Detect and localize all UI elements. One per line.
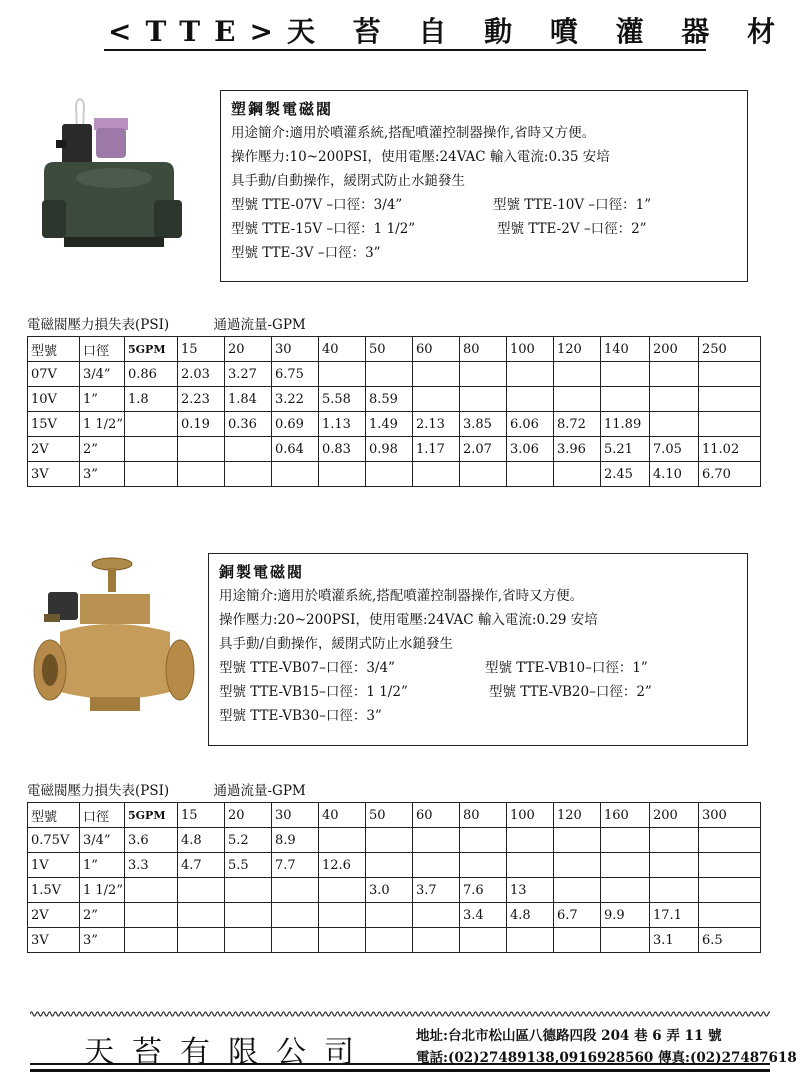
- header-cell: 100: [507, 803, 554, 828]
- table-cell: 12.6: [319, 853, 366, 878]
- table-cell: [366, 853, 413, 878]
- table-cell: 3.3: [125, 853, 178, 878]
- table-cell: [272, 462, 319, 487]
- table-cell: 5.58: [319, 387, 366, 412]
- header-cell: 5GPM: [125, 337, 178, 362]
- table-cell: 1.84: [225, 387, 272, 412]
- table-row: [28, 362, 761, 387]
- table-cell: 3.96: [554, 437, 601, 462]
- table-cell: [319, 828, 366, 853]
- table-cell: [601, 928, 650, 953]
- header-cell: 20: [225, 803, 272, 828]
- table-cell: 17.1: [650, 903, 699, 928]
- table-cell: [272, 903, 319, 928]
- table-row: [28, 853, 761, 878]
- table-cell: [178, 462, 225, 487]
- usage-text: 用途簡介:適用於噴灌系統,搭配噴灌控制器操作,省時又方便。: [219, 588, 584, 604]
- table-cell: [413, 853, 460, 878]
- table-cell: 5.21: [601, 437, 650, 462]
- table-cell: 3.7: [413, 878, 460, 903]
- table-cell: 15V: [28, 412, 80, 437]
- table-cell: [554, 828, 601, 853]
- header-cell: 20: [225, 337, 272, 362]
- table-cell: 7.05: [650, 437, 699, 462]
- brass-valve-image: [30, 552, 200, 732]
- header-cell: 30: [272, 337, 319, 362]
- table-cell: 9.9: [601, 903, 650, 928]
- header-cell: 5GPM: [125, 803, 178, 828]
- table-header-row: [28, 803, 761, 828]
- table-row: [28, 828, 761, 853]
- table-cell: 4.10: [650, 462, 699, 487]
- table-cell: 2.03: [178, 362, 225, 387]
- table-cell: 11.89: [601, 412, 650, 437]
- model-spec: 型號 TTE-2V –口徑：2”: [497, 221, 647, 237]
- table-row: [28, 878, 761, 903]
- header-cell: 型號: [28, 803, 80, 828]
- table-cell: 3V: [28, 928, 80, 953]
- company-name: 天苔有限公司: [84, 1035, 372, 1070]
- header-cell: 40: [319, 337, 366, 362]
- table-title: 電磁閥壓力損失表(PSI): [27, 317, 170, 333]
- table-header-row: [28, 337, 761, 362]
- table-cell: 2.13: [413, 412, 460, 437]
- table-cell: 3.85: [460, 412, 507, 437]
- product-description-box: [208, 553, 748, 746]
- table-cell: 3”: [80, 462, 125, 487]
- table-cell: 3/4”: [80, 362, 125, 387]
- table-cell: [319, 928, 366, 953]
- table-cell: 3”: [80, 928, 125, 953]
- table-cell: [699, 903, 761, 928]
- header-cell: 15: [178, 803, 225, 828]
- model-spec: 型號 TTE-VB30–口徑：3”: [219, 708, 382, 724]
- table-caption: [27, 779, 306, 799]
- table-cell: [650, 412, 699, 437]
- table-cell: 7.7: [272, 853, 319, 878]
- table-cell: [178, 437, 225, 462]
- table-cell: 13: [507, 878, 554, 903]
- header-cell: 120: [554, 337, 601, 362]
- table-cell: 0.19: [178, 412, 225, 437]
- table-cell: [650, 828, 699, 853]
- table-cell: [699, 412, 761, 437]
- table-cell: 8.9: [272, 828, 319, 853]
- table-cell: [125, 928, 178, 953]
- table-cell: 3/4”: [80, 828, 125, 853]
- table-cell: [413, 928, 460, 953]
- table-cell: [413, 462, 460, 487]
- table-cell: 2V: [28, 903, 80, 928]
- model-spec: 型號 TTE-07V –口徑：3/4”: [231, 197, 403, 213]
- table-cell: 6.7: [554, 903, 601, 928]
- header-cell: 50: [366, 337, 413, 362]
- table-cell: 1.17: [413, 437, 460, 462]
- table-cell: 11.02: [699, 437, 761, 462]
- table-row: [28, 928, 761, 953]
- table-cell: 3.1: [650, 928, 699, 953]
- table-cell: [507, 928, 554, 953]
- header-cell: 80: [460, 337, 507, 362]
- header-cell: 50: [366, 803, 413, 828]
- table-cell: 5.2: [225, 828, 272, 853]
- table-row: [28, 903, 761, 928]
- table-cell: [507, 362, 554, 387]
- table-cell: [699, 387, 761, 412]
- table-cell: [460, 928, 507, 953]
- table-cell: 6.06: [507, 412, 554, 437]
- table-cell: 2.45: [601, 462, 650, 487]
- header-cell: 口徑: [80, 803, 125, 828]
- table-cell: [601, 853, 650, 878]
- table-cell: [225, 878, 272, 903]
- table-cell: [125, 878, 178, 903]
- table-cell: 8.72: [554, 412, 601, 437]
- table-cell: [554, 878, 601, 903]
- table-cell: [601, 878, 650, 903]
- table-cell: [319, 878, 366, 903]
- table-row: [28, 462, 761, 487]
- table-row: [28, 437, 761, 462]
- table-cell: 0.69: [272, 412, 319, 437]
- table-cell: [319, 462, 366, 487]
- table-cell: [650, 362, 699, 387]
- table-cell: [460, 362, 507, 387]
- table-cell: [319, 362, 366, 387]
- model-spec: 型號 TTE-15V –口徑：1 1/2”: [231, 221, 416, 237]
- table-cell: [366, 828, 413, 853]
- feature-text: 具手動/自動操作，緩閉式防止水鎚發生: [219, 636, 454, 652]
- header-cell: 250: [699, 337, 761, 362]
- table-cell: 1 1/2”: [80, 878, 125, 903]
- product-name: 塑鋼製電磁閥: [231, 100, 334, 118]
- table-cell: [125, 437, 178, 462]
- wave-divider: [30, 1010, 770, 1018]
- table-cell: [125, 412, 178, 437]
- company-address: 地址:台北市松山區八德路四段 204 巷 6 弄 11 號: [416, 1028, 722, 1044]
- table-cell: [413, 387, 460, 412]
- header-cell: 160: [601, 803, 650, 828]
- table-cell: 4.7: [178, 853, 225, 878]
- table-cell: 7.6: [460, 878, 507, 903]
- pressure-text: 操作壓力:10~200PSI，使用電壓:24VAC 輸入電流:0.35 安培: [231, 149, 610, 165]
- table-cell: 0.64: [272, 437, 319, 462]
- table-cell: [272, 878, 319, 903]
- flow-label: 通過流量-GPM: [213, 317, 306, 333]
- table-cell: 3.27: [225, 362, 272, 387]
- table-cell: [554, 462, 601, 487]
- plastic-valve-image: [34, 92, 194, 267]
- table-cell: [554, 928, 601, 953]
- product-description-box: [220, 90, 748, 282]
- table-cell: 3.4: [460, 903, 507, 928]
- table-cell: [460, 387, 507, 412]
- table-cell: [699, 853, 761, 878]
- table-cell: 1V: [28, 853, 80, 878]
- model-spec: 型號 TTE-VB07–口徑：3/4”: [219, 660, 395, 676]
- model-spec: 型號 TTE-VB20–口徑：2”: [489, 684, 652, 700]
- table-cell: [699, 362, 761, 387]
- table-cell: [178, 903, 225, 928]
- header-cell: 60: [413, 803, 460, 828]
- header-cell: 200: [650, 803, 699, 828]
- table-cell: [554, 387, 601, 412]
- pressure-loss-table: [27, 336, 761, 487]
- table-cell: 4.8: [507, 903, 554, 928]
- table-row: [28, 387, 761, 412]
- table-cell: [178, 878, 225, 903]
- table-cell: [699, 828, 761, 853]
- table-cell: 0.86: [125, 362, 178, 387]
- table-cell: 07V: [28, 362, 80, 387]
- table-cell: [366, 903, 413, 928]
- model-spec: 型號 TTE-VB15–口徑：1 1/2”: [219, 684, 408, 700]
- table-cell: 3.22: [272, 387, 319, 412]
- table-cell: [507, 387, 554, 412]
- table-cell: [601, 362, 650, 387]
- table-cell: [601, 828, 650, 853]
- table-cell: 3V: [28, 462, 80, 487]
- table-cell: [554, 853, 601, 878]
- table-cell: 2”: [80, 903, 125, 928]
- usage-text: 用途簡介:適用於噴灌系統,搭配噴灌控制器操作,省時又方便。: [231, 125, 596, 141]
- table-cell: [319, 903, 366, 928]
- table-cell: [460, 462, 507, 487]
- title-underline: [104, 49, 706, 51]
- model-spec: 型號 TTE-VB10–口徑：1”: [485, 660, 648, 676]
- table-cell: 3.6: [125, 828, 178, 853]
- table-cell: 2.07: [460, 437, 507, 462]
- header-cell: 型號: [28, 337, 80, 362]
- table-cell: 0.36: [225, 412, 272, 437]
- product-name: 銅製電磁閥: [219, 563, 305, 581]
- table-cell: 2V: [28, 437, 80, 462]
- table-cell: 1.8: [125, 387, 178, 412]
- company-phone: 電話:(02)27489138,0916928560 傳真:(02)27487618: [416, 1050, 797, 1066]
- header-cell: 140: [601, 337, 650, 362]
- table-cell: [507, 462, 554, 487]
- table-cell: [650, 387, 699, 412]
- header-cell: 15: [178, 337, 225, 362]
- table-cell: [507, 828, 554, 853]
- table-cell: [699, 878, 761, 903]
- header-cell: 30: [272, 803, 319, 828]
- header-cell: 60: [413, 337, 460, 362]
- table-cell: [178, 928, 225, 953]
- table-cell: 1”: [80, 853, 125, 878]
- table-cell: 0.75V: [28, 828, 80, 853]
- feature-text: 具手動/自動操作，緩閉式防止水鎚發生: [231, 173, 466, 189]
- table-cell: 1”: [80, 387, 125, 412]
- table-cell: [366, 362, 413, 387]
- table-cell: 6.5: [699, 928, 761, 953]
- table-cell: [601, 387, 650, 412]
- header-cell: 120: [554, 803, 601, 828]
- table-cell: 4.8: [178, 828, 225, 853]
- table-cell: 1.5V: [28, 878, 80, 903]
- model-spec: 型號 TTE-10V –口徑：1”: [493, 197, 652, 213]
- table-cell: [554, 362, 601, 387]
- table-cell: [366, 462, 413, 487]
- page-title: <TTE>天 苔 自 動 噴 灌 器 材: [108, 15, 790, 48]
- table-title: 電磁閥壓力損失表(PSI): [27, 783, 170, 799]
- header-cell: 100: [507, 337, 554, 362]
- table-cell: 2.23: [178, 387, 225, 412]
- table-cell: 1.13: [319, 412, 366, 437]
- table-cell: [366, 928, 413, 953]
- model-spec: 型號 TTE-3V –口徑：3”: [231, 245, 381, 261]
- pressure-loss-table: [27, 802, 761, 953]
- flow-label: 通過流量-GPM: [213, 783, 306, 799]
- table-cell: [413, 362, 460, 387]
- header-cell: 口徑: [80, 337, 125, 362]
- table-cell: 3.06: [507, 437, 554, 462]
- table-cell: 3.0: [366, 878, 413, 903]
- table-cell: [650, 853, 699, 878]
- header-cell: 200: [650, 337, 699, 362]
- table-cell: 5.5: [225, 853, 272, 878]
- table-row: [28, 412, 761, 437]
- table-caption: [27, 313, 306, 333]
- table-cell: [225, 462, 272, 487]
- table-cell: [272, 928, 319, 953]
- table-cell: [460, 828, 507, 853]
- table-cell: [650, 878, 699, 903]
- table-cell: [225, 437, 272, 462]
- header-cell: 80: [460, 803, 507, 828]
- table-cell: [225, 928, 272, 953]
- table-cell: 8.59: [366, 387, 413, 412]
- table-cell: [125, 903, 178, 928]
- table-cell: 6.75: [272, 362, 319, 387]
- table-cell: 10V: [28, 387, 80, 412]
- table-cell: [125, 462, 178, 487]
- header-cell: 300: [699, 803, 761, 828]
- table-cell: [413, 828, 460, 853]
- table-cell: 0.98: [366, 437, 413, 462]
- table-cell: 0.83: [319, 437, 366, 462]
- table-cell: [225, 903, 272, 928]
- table-cell: 6.70: [699, 462, 761, 487]
- table-cell: 1 1/2”: [80, 412, 125, 437]
- table-cell: [413, 903, 460, 928]
- table-cell: 1.49: [366, 412, 413, 437]
- pressure-text: 操作壓力:20~200PSI，使用電壓:24VAC 輸入電流:0.29 安培: [219, 612, 598, 628]
- table-cell: [507, 853, 554, 878]
- table-cell: 2”: [80, 437, 125, 462]
- header-cell: 40: [319, 803, 366, 828]
- table-cell: [460, 853, 507, 878]
